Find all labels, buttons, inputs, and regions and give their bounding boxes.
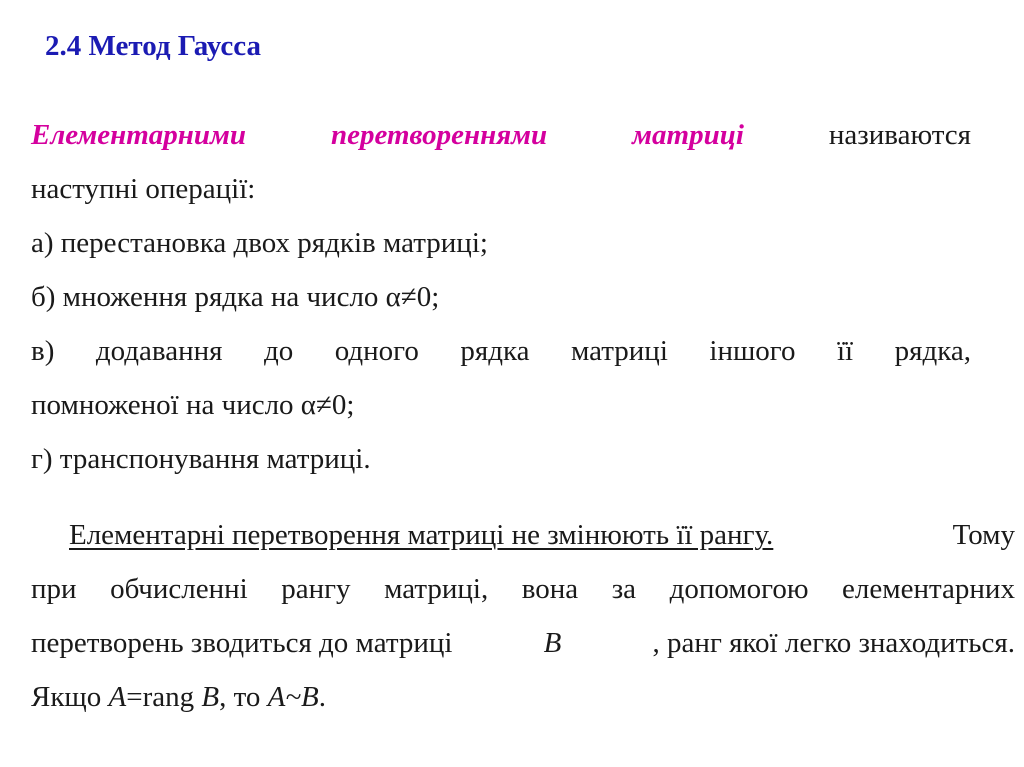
matrix-a-symbol: A	[108, 681, 127, 713]
rank-line-4-g: .	[318, 681, 327, 713]
matrix-b-symbol: B	[543, 627, 562, 659]
rank-line-2-word: рангу	[281, 573, 351, 605]
rank-line-2-word: елементарних	[842, 573, 1015, 605]
definition-line-1	[31, 108, 971, 162]
rank-line-3-a: перетворень зводиться до матриці	[31, 627, 453, 659]
operation-b: б) множення рядка на число α≠0;	[31, 281, 440, 313]
definition-block	[31, 108, 971, 486]
rank-line-2-word: допомогою	[669, 573, 809, 605]
operation-c-word: рядка	[460, 335, 530, 367]
rank-paragraph-line-2	[31, 562, 1015, 616]
rank-line-2-word: при	[31, 573, 77, 605]
rank-line-4-e: , то	[219, 681, 268, 713]
rank-line-2-word: вона	[521, 573, 579, 605]
rank-line-4-c: =rang	[126, 681, 202, 713]
operation-d: г) транспонування матриці.	[31, 443, 371, 475]
operation-c-word: одного	[334, 335, 419, 367]
term-word-1: Елементарними	[31, 119, 246, 151]
operation-c-word: в)	[31, 335, 55, 367]
operation-c-line-2: помноженої на число α≠0;	[31, 389, 355, 421]
rank-line-2-word: за	[611, 573, 637, 605]
rank-paragraph	[31, 508, 1015, 724]
operation-c-line-1	[31, 324, 971, 378]
rank-line-2-word: обчисленні	[110, 573, 248, 605]
operation-a: а) перестановка двох рядків матриці;	[31, 227, 488, 259]
rank-paragraph-line-3	[31, 616, 1015, 670]
slide-title: 2.4 Метод Гаусса	[45, 30, 261, 62]
matrix-b-symbol-2: B	[201, 681, 220, 713]
operation-c-word: іншого	[709, 335, 796, 367]
rank-statement-underlined: Елементарні перетворення матриці не змінюють її рангу.	[69, 519, 774, 551]
rank-line-3-c: , ранг якої легко знаходиться.	[652, 627, 1015, 659]
operation-c-word: додавання	[95, 335, 223, 367]
definition-verb: називаются	[828, 119, 971, 151]
rank-line-4-a: Якщо	[31, 681, 109, 713]
rank-line-2-word: матриці,	[384, 573, 489, 605]
operation-c-word: матриці	[570, 335, 668, 367]
operation-c-word: рядка,	[894, 335, 971, 367]
rank-paragraph-line-1	[31, 508, 1015, 562]
term-word-3: матриці	[632, 119, 744, 151]
rank-line-1-rest: Тому	[952, 519, 1015, 551]
rank-paragraph-line-4	[31, 670, 1015, 724]
operation-c-word: до	[263, 335, 294, 367]
term-word-2: перетвореннями	[331, 119, 548, 151]
definition-line-2: наступні операції:	[31, 173, 256, 205]
equivalence-expression: A~B	[267, 681, 319, 713]
operation-c-word: її	[836, 335, 854, 367]
